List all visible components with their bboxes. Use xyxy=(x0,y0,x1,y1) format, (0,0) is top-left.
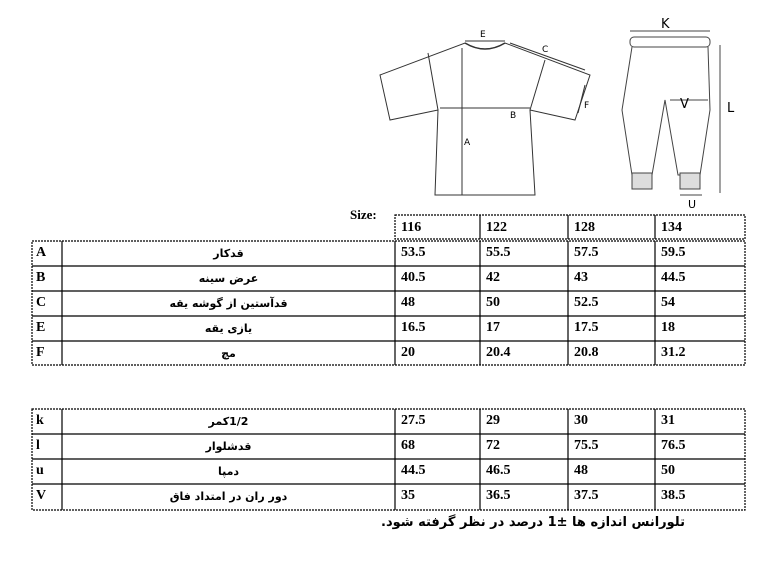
row-code: A xyxy=(36,245,47,260)
table-cell: 59.5 xyxy=(661,245,686,260)
pants-label-l: L xyxy=(727,101,735,116)
row-name: قدشلوار xyxy=(205,440,252,453)
row-name: مچ xyxy=(221,347,236,360)
table-cell: 48 xyxy=(574,463,588,478)
table-cell: 29 xyxy=(486,413,500,428)
pants-label-k: K xyxy=(661,17,670,32)
table-cell: 50 xyxy=(661,463,675,478)
shirt-label-b: B xyxy=(510,111,517,121)
row-code: E xyxy=(36,320,46,335)
table-cell: 54 xyxy=(661,295,675,310)
table-cell: 55.5 xyxy=(486,245,511,260)
table-cell: 20.8 xyxy=(574,345,599,360)
table-cell: 31.2 xyxy=(661,345,686,360)
row-name: قدکار xyxy=(213,247,244,260)
table-cell: 50 xyxy=(486,295,500,310)
size-label: Size: xyxy=(350,207,377,222)
row-code: l xyxy=(36,438,40,453)
row-code: k xyxy=(36,413,44,428)
row-name: یازی یقه xyxy=(204,322,253,335)
row-code: F xyxy=(36,345,45,360)
row-name: 1/2کمر xyxy=(208,415,249,428)
shirt-label-e: E xyxy=(480,30,486,40)
table-cell: 17.5 xyxy=(574,320,599,335)
table-cell: 57.5 xyxy=(574,245,599,260)
shirt-label-a: A xyxy=(464,138,471,148)
tolerance-note: تلورانس اندازه ها ±1 درصد در نظر گرفته شود. xyxy=(381,515,685,530)
table-cell: 44.5 xyxy=(401,463,426,478)
table-cell: 35 xyxy=(401,488,415,503)
row-name: عرض سینه xyxy=(198,272,259,285)
table-cell: 76.5 xyxy=(661,438,686,453)
table-cell: 40.5 xyxy=(401,270,426,285)
table-cell: 37.5 xyxy=(574,488,599,503)
table-cell: 20 xyxy=(401,345,415,360)
table-cell: 44.5 xyxy=(661,270,686,285)
table-cell: 68 xyxy=(401,438,415,453)
table-cell: 36.5 xyxy=(486,488,511,503)
table-cell: 20.4 xyxy=(486,345,511,360)
size-header: 128 xyxy=(574,220,595,235)
size-header: 122 xyxy=(486,220,507,235)
shirt-label-f: F xyxy=(584,101,590,111)
table-cell: 46.5 xyxy=(486,463,511,478)
table-cell: 38.5 xyxy=(661,488,686,503)
row-name: دور ران در امتداد فاق xyxy=(169,490,288,503)
table-cell: 43 xyxy=(574,270,588,285)
row-name: دمپا xyxy=(217,465,240,478)
table-cell: 18 xyxy=(661,320,675,335)
table-cell: 17 xyxy=(486,320,500,335)
row-code: V xyxy=(36,488,47,503)
table-cell: 53.5 xyxy=(401,245,426,260)
row-code: u xyxy=(36,463,44,478)
table-cell: 30 xyxy=(574,413,588,428)
table-cell: 72 xyxy=(486,438,500,453)
table-cell: 48 xyxy=(401,295,415,310)
pants-label-u: U xyxy=(688,198,697,210)
row-code: C xyxy=(36,295,47,310)
pants-label-v: V xyxy=(680,97,689,112)
table-cell: 16.5 xyxy=(401,320,426,335)
shirt-label-c: C xyxy=(542,45,549,55)
size-header: 116 xyxy=(401,220,422,235)
row-name: قدآستین از گوشه یقه xyxy=(169,297,288,310)
row-code: B xyxy=(36,270,46,285)
table-cell: 27.5 xyxy=(401,413,426,428)
size-header: 134 xyxy=(661,220,682,235)
table-cell: 31 xyxy=(661,413,675,428)
table-cell: 75.5 xyxy=(574,438,599,453)
table-cell: 42 xyxy=(486,270,500,285)
table-cell: 52.5 xyxy=(574,295,599,310)
